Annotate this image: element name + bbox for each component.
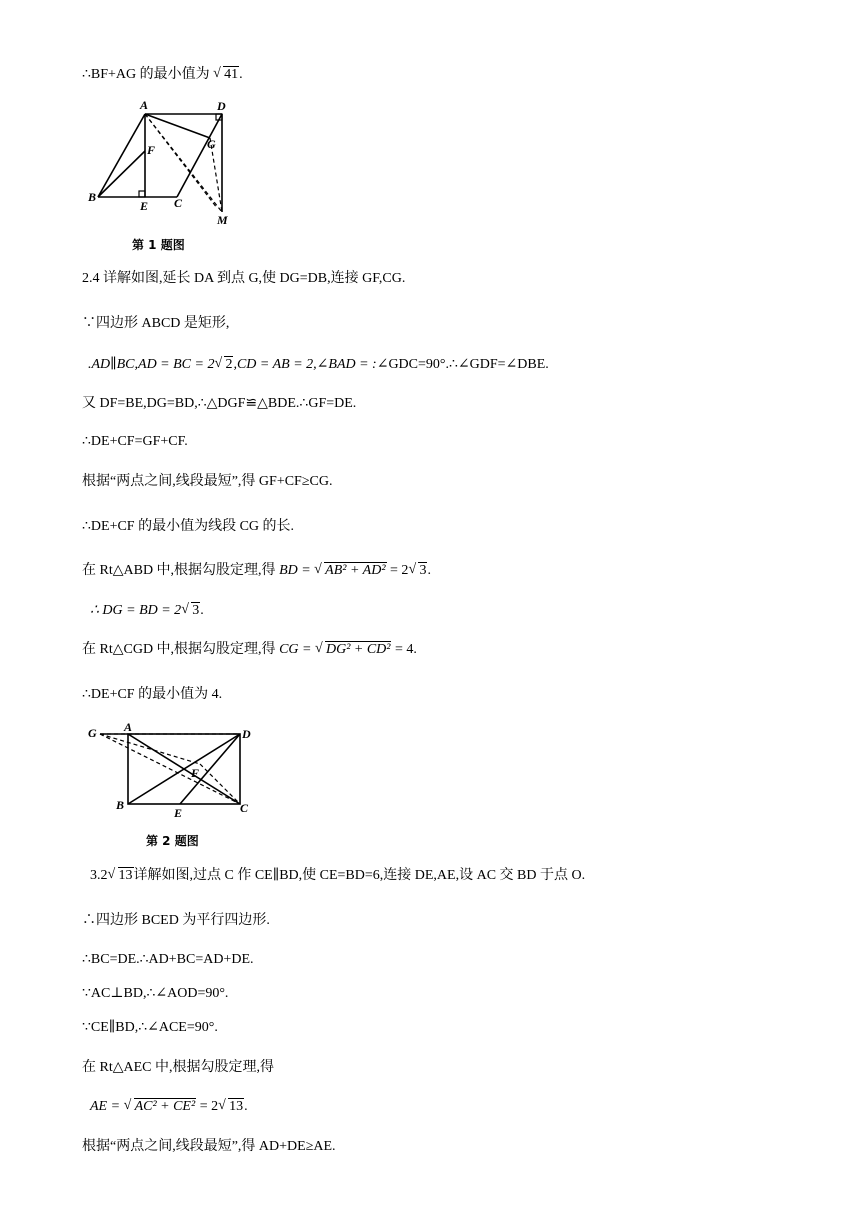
sqrt-dg-cd: √ DG² + CD²: [315, 641, 392, 659]
fig1-label-B: B: [88, 190, 97, 204]
fig1-label-A: A: [140, 98, 149, 112]
text-line-20: 根据“两点之间,线段最短”,得 AD+DE≥AE.: [82, 1139, 336, 1154]
line1-text: ∴BF+AG 的最小值为: [82, 67, 214, 82]
fig2-dash-FC: [200, 764, 240, 804]
fig1-label-M: M: [217, 213, 228, 227]
text-line-3: ∵四边形 ABCD 是矩形,: [82, 316, 230, 331]
fig1-label-D: D: [217, 99, 226, 113]
fig1-line-CD: [177, 114, 222, 197]
fig2-label-B: B: [116, 798, 125, 812]
fig2-label-C: C: [240, 801, 249, 815]
text-line-2: 2.4 详解如图,延长 DA 到点 G,使 DG=DB,连接 GF,CG.: [82, 271, 406, 286]
fig1-label-F: F: [147, 143, 156, 157]
text-line-11: 在 Rt△CGD 中,根据勾股定理,得 CG = √ DG² + CD² = 4.: [82, 641, 417, 659]
text-line-5: 又 DF=BE,DG=BD,∴△DGF≌△BDE.∴GF=DE.: [82, 396, 357, 411]
text-line-9: 在 Rt△ABD 中,根据勾股定理,得 BD = √ AB² + AD² = 2√ 3.: [82, 562, 431, 580]
fig2-label-A: A: [124, 720, 133, 734]
fig2-line-DE: [180, 734, 240, 804]
text-line-13: 3.2√ 13详解如图,过点 C 作 CE∥BD,使 CE=BD=6,连接 DE,AE,设 AC 交 BD 于点 O.: [90, 867, 585, 885]
text-line-15: ∴BC=DE.∴AD+BC=AD+DE.: [82, 952, 254, 967]
sqrt-2: √ 2: [214, 356, 233, 374]
fig2-label-D: D: [242, 727, 251, 741]
fig1-label-G: G: [207, 137, 216, 151]
sqrt-13b: √ 13: [218, 1098, 244, 1116]
text-line-18: 在 Rt△AEC 中,根据勾股定理,得: [82, 1060, 274, 1075]
fig1-right-angle-E: [139, 191, 145, 197]
text-line-19: AE = √ AC² + CE² = 2√ 13.: [90, 1098, 248, 1116]
figure-1: [82, 96, 242, 228]
fig2-label-F: F: [191, 766, 200, 780]
text-line-6: ∴DE+CF=GF+CF.: [82, 434, 188, 449]
fig2-label-E: E: [174, 806, 183, 820]
fig2-dash-GC: [100, 734, 240, 804]
sqrt-3: √ 3: [408, 562, 427, 580]
fig1-line-BF: [98, 151, 145, 197]
fig1-line-AB: [98, 114, 145, 197]
figure-1-caption: 第 1 题图: [132, 238, 185, 252]
sqrt-41: √ 41: [213, 66, 239, 84]
text-line-14: ∴四边形 BCED 为平行四边形.: [82, 913, 270, 928]
sqrt-ab-ad: √ AB² + AD²: [314, 562, 386, 580]
text-line-16: ∵AC⊥BD,∴∠AOD=90°.: [82, 986, 229, 1001]
figure-2-caption: 第 2 题图: [146, 834, 199, 848]
fig1-label-C: C: [174, 196, 183, 210]
text-line-10: ∴ DG = BD = 2√ 3.: [90, 602, 204, 620]
text-line-4: .AD∥BC,AD = BC = 2√ 2,CD = AB = 2,∠BAD = :∠GDC=90°.∴∠GDF=∠DBE.: [88, 356, 549, 374]
text-line-7: 根据“两点之间,线段最短”,得 GF+CF≥CG.: [82, 474, 333, 489]
sqrt-13: √ 13: [108, 867, 134, 885]
fig2-label-G: G: [88, 726, 97, 740]
text-line-1: ∴BF+AG 的最小值为 √ 41.: [82, 66, 243, 84]
text-line-8: ∴DE+CF 的最小值为线段 CG 的长.: [82, 519, 295, 534]
sqrt-3b: √ 3: [181, 602, 200, 620]
sqrt-ac-ce: √ AC² + CE²: [124, 1098, 197, 1116]
fig1-label-E: E: [140, 199, 149, 213]
figure-2: [82, 720, 262, 820]
text-line-12: ∴DE+CF 的最小值为 4.: [82, 687, 223, 702]
text-line-17: ∵CE∥BD,∴∠ACE=90°.: [82, 1020, 218, 1035]
